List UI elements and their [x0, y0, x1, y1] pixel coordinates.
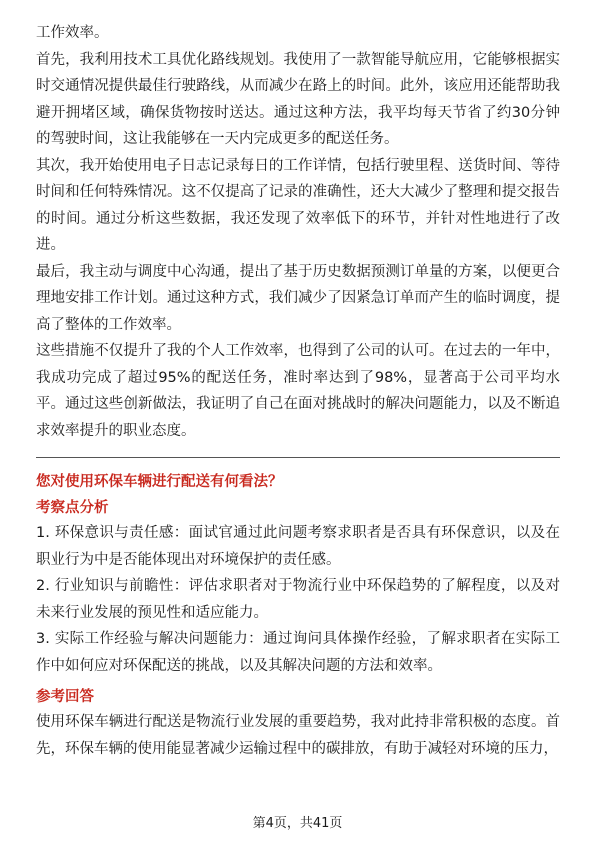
intro-paragraph-4: 最后，我主动与调度中心沟通，提出了基于历史数据预测订单量的方案，以便更合理地安排工作计划。通过这种方式，我们减少了因紧急订单而产生的临时调度，提高了整体的工作效率。 [36, 263, 560, 333]
answer-paragraph: 使用环保车辆进行配送是物流行业发展的重要趋势，我对此持非常积极的态度。首先，环保车辆的使用能显著减少运输过程中的碳排放，有助于减轻对环境的压力， [36, 714, 560, 757]
section-divider [36, 457, 560, 458]
answer-heading: 参考回答 [36, 689, 94, 705]
analysis-point-2: 2. 行业知识与前瞻性：评估求职者对于物流行业中环保趋势的了解程度，以及对未来行业发展的预见性和适应能力。 [36, 578, 560, 621]
page-number: 第4页，共41页 [252, 816, 343, 831]
intro-paragraph-3: 其次，我开始使用电子日志记录每日的工作详情，包括行驶里程、送货时间、等待时间和任何特殊情况。这不仅提高了记录的准确性，还大大减少了整理和提交报告的时间。通过分析这些数据，我还发现了效率低下的环节，并针对性地进行了改进。 [36, 157, 560, 253]
intro-paragraph-1: 工作效率。 [36, 25, 109, 41]
page-content [36, 20, 560, 762]
intro-paragraph-2: 首先，我利用技术工具优化路线规划。我使用了一款智能导航应用，它能够根据实时交通情况提供最佳行驶路线，从而减少在路上的时间。此外，该应用还能帮助我避开拥堵区域，确保货物按时送达。通过这种方法，我平均每天节省了约30分钟的驾驶时间，这让我能够在一天内完成更多的配送任务。 [36, 51, 560, 147]
question-title: 您对使用环保车辆进行配送有何看法？ [36, 474, 283, 490]
intro-paragraph-5: 这些措施不仅提升了我的个人工作效率，也得到了公司的认可。在过去的一年中，我成功完成了超过95%的配送任务，准时率达到了98%，显著高于公司平均水平。通过这些创新做法，我证明了自己在面对挑战时的解决问题能力，以及不断追求效率提升的职业态度。 [36, 343, 560, 439]
analysis-heading: 考察点分析 [36, 500, 109, 516]
analysis-point-3: 3. 实际工作经验与解决问题能力：通过询问具体操作经验，了解求职者在实际工作中如何应对环保配送的挑战，以及其解决问题的方法和效率。 [36, 631, 560, 674]
analysis-point-1: 1. 环保意识与责任感：面试官通过此问题考察求职者是否具有环保意识，以及在职业行为中是否能体现出对环境保护的责任感。 [36, 525, 560, 568]
